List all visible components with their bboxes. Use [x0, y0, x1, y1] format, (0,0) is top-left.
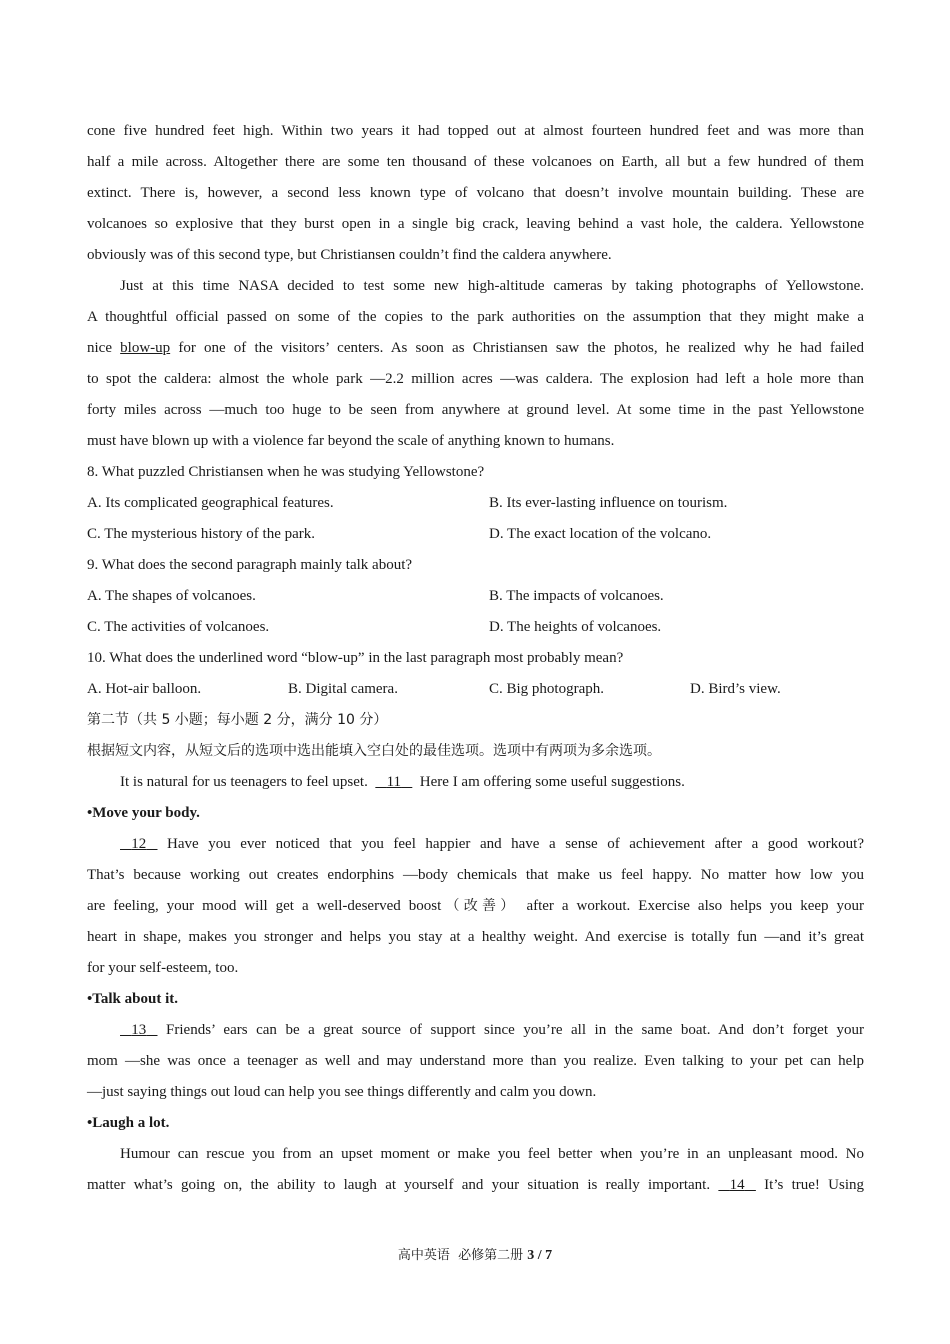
subheading-laugh-a-lot: •Laugh a lot.	[87, 1115, 170, 1131]
option-b: B. Its ever-lasting influence on tourism.	[489, 495, 728, 511]
question-10-options	[87, 674, 864, 705]
gloss-cn: （改善）	[441, 898, 519, 914]
blank-number: 11	[386, 774, 402, 790]
section-2-heading: 第二节（共 5 小题；每小题 2 分，满分 10 分）	[87, 712, 388, 728]
passage-line: Just at this time NASA decided to test some new high-altitude cameras by taking photographs of Yellowstone.	[120, 278, 864, 294]
blank-number: 12	[131, 836, 147, 852]
option-b: B. Digital camera.	[288, 681, 398, 697]
blank-number: 13	[131, 1022, 147, 1038]
passage-line: volcanoes so explosive that they burst open in a single big crack, leaving behind a vast hole, the caldera. Yellowstone	[87, 216, 864, 232]
page-number: 3 / 7	[527, 1248, 553, 1263]
subheading-move-your-body: •Move your body.	[87, 805, 200, 821]
passage-line: A thoughtful official passed on some of the copies to the park authorities on the assumption that they might make a	[87, 309, 864, 325]
passage-line: Humour can rescue you from an upset moment or make you feel better when you’re in an unpleasant mood. No	[120, 1146, 864, 1162]
passage-line	[87, 1170, 864, 1201]
passage-intro	[87, 767, 864, 798]
subheading-talk-about-it: •Talk about it.	[87, 991, 178, 1007]
blank-11[interactable]	[375, 767, 412, 798]
passage-line: cone five hundred feet high. Within two years it had topped out at almost fourteen hundred feet and was more than	[87, 123, 864, 139]
text-span: It’s true! Using	[764, 1177, 864, 1193]
question-9-stem: 9. What does the second paragraph mainly talk about?	[87, 557, 413, 573]
passage-line: to spot the caldera: almost the whole park —2.2 million acres —was caldera. The explosion had left a hole more than	[87, 371, 864, 387]
passage-line: mom —she was once a teenager as well and may understand more than you realize. Even talking to your pet can help	[87, 1053, 864, 1069]
question-9-options-row2	[87, 612, 864, 643]
question-8-options-row1	[87, 488, 864, 519]
passage-line: forty miles across —much too huge to be seen from anywhere at ground level. At some time in the past Yellowstone	[87, 402, 864, 418]
text-span: It is natural for us teenagers to feel upset.	[120, 774, 368, 790]
passage-line: for your self-esteem, too.	[87, 960, 239, 976]
question-10-stem: 10. What does the underlined word “blow-up” in the last paragraph most probably mean?	[87, 650, 624, 666]
passage-line	[87, 829, 864, 860]
text-span: for one of the visitors’ centers. As soon as Christiansen saw the photos, he realized why he had failed	[170, 340, 864, 356]
question-8-options-row2	[87, 519, 864, 550]
text-span: after a workout. Exercise also helps you keep your	[526, 898, 864, 914]
blank-13[interactable]	[120, 1015, 158, 1046]
passage-line: obviously was of this second type, but Christiansen couldn’t find the caldera anywhere.	[87, 247, 612, 263]
option-a: A. The shapes of volcanoes.	[87, 588, 256, 604]
text-span: Friends’ ears can be a great source of support since you’re all in the same boat. And don’t forget your	[166, 1022, 864, 1038]
passage-line	[87, 891, 864, 922]
section-2-instructions: 根据短文内容，从短文后的选项中选出能填入空白处的最佳选项。选项中有两项为多余选项。	[87, 743, 661, 759]
passage-line: extinct. There is, however, a second less known type of volcano that doesn’t involve mountain building. These are	[87, 185, 864, 201]
question-8-stem: 8. What puzzled Christiansen when he was studying Yellowstone?	[87, 464, 485, 480]
page-footer	[0, 1244, 950, 1264]
question-9-options-row1	[87, 581, 864, 612]
option-d: D. Bird’s view.	[690, 681, 781, 697]
passage-line: must have blown up with a violence far beyond the scale of anything known to humans.	[87, 433, 615, 449]
text-span: Here I am offering some useful suggestions.	[419, 774, 685, 790]
passage-line: That’s because working out creates endorphins —body chemicals that make us feel happy. No matter how low you	[87, 867, 864, 883]
option-b: B. The impacts of volcanoes.	[489, 588, 664, 604]
option-a: A. Its complicated geographical features.	[87, 495, 334, 511]
blank-number: 14	[729, 1177, 745, 1193]
text-span: Have you ever noticed that you feel happier and have a sense of achievement after a good workout?	[167, 836, 864, 852]
option-a: A. Hot-air balloon.	[87, 681, 202, 697]
page-content	[87, 116, 864, 1201]
option-d: D. The heights of volcanoes.	[489, 619, 662, 635]
option-c: C. Big photograph.	[489, 681, 604, 697]
passage-line	[87, 1015, 864, 1046]
option-c: C. The activities of volcanoes.	[87, 619, 270, 635]
blank-12[interactable]	[120, 829, 158, 860]
option-d: D. The exact location of the volcano.	[489, 526, 712, 542]
option-c: C. The mysterious history of the park.	[87, 526, 316, 542]
passage-line: heart in shape, makes you stronger and helps you stay at a healthy weight. And exercise is totally fun —and it’s great	[87, 929, 864, 945]
footer-title: 高中英语 必修第二册	[397, 1248, 524, 1263]
passage-line	[87, 333, 864, 364]
text-span: matter what’s going on, the ability to laugh at yourself and your situation is really important.	[87, 1177, 711, 1193]
text-span: are feeling, your mood will get a well-deserved boost	[87, 898, 442, 914]
underlined-word-blow-up: blow-up	[120, 340, 171, 356]
passage-line: —just saying things out loud can help you see things differently and calm you down.	[87, 1084, 597, 1100]
blank-14[interactable]	[718, 1170, 756, 1201]
text-span: nice	[87, 340, 121, 356]
passage-line: half a mile across. Altogether there are some ten thousand of these volcanoes on Earth, all but a few hundred of them	[87, 154, 864, 170]
